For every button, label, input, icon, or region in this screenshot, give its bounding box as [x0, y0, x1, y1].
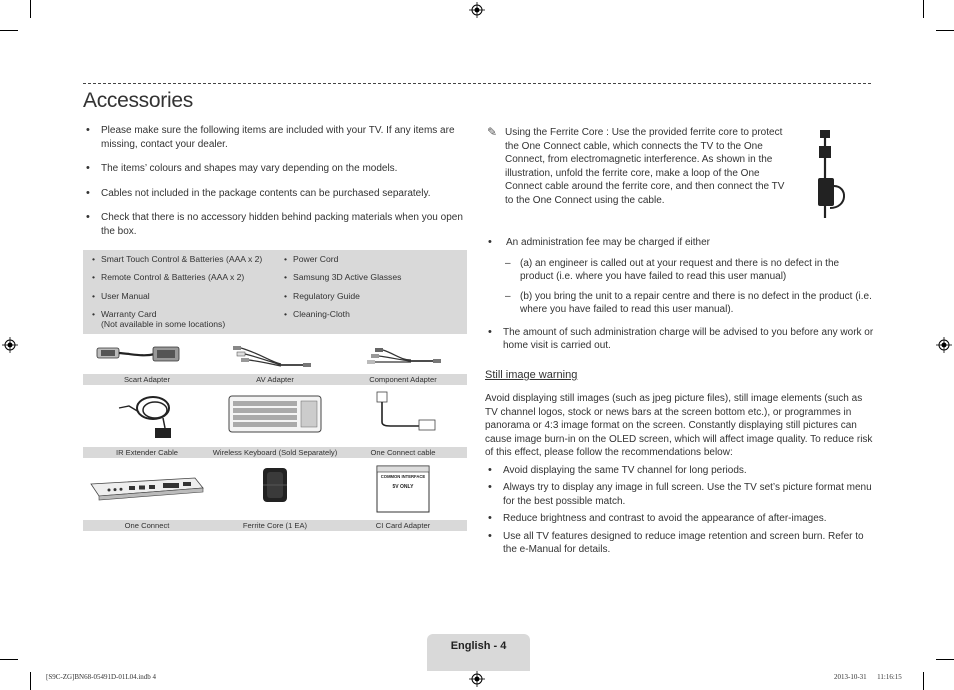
one-connect-cable-icon — [339, 388, 467, 448]
list-item: • Regulatory Guide — [281, 291, 461, 301]
list-item-label: Warranty Card — [101, 308, 157, 319]
page-number: English - 4 — [450, 640, 507, 652]
registration-mark-icon — [469, 2, 485, 18]
accessory-label: Scart Adapter — [123, 375, 170, 384]
list-item: • Check that there is no accessory hidden behind packing materials when you open the box. — [83, 211, 467, 238]
sub-list-text: (a) an engineer is called out at your request and there is no defect in the product (i.e. where you have failed to read this user manual) — [520, 257, 840, 282]
admin-fee-section — [485, 236, 875, 353]
sub-list-item — [485, 257, 875, 284]
ci-card-adapter-icon — [339, 462, 467, 522]
crop-mark — [30, 0, 31, 18]
accessory-grid — [83, 340, 467, 530]
list-item: • Samsung 3D Active Glasses — [281, 272, 461, 282]
package-contents-col2 — [281, 254, 461, 327]
registration-mark-icon — [469, 671, 485, 687]
ferrite-core-note — [485, 126, 790, 207]
package-contents-box — [83, 250, 467, 334]
ci-card-text-line1: COMMON INTERFACE — [380, 474, 426, 479]
page-number-tab — [427, 634, 530, 671]
list-item: • Use all TV features designed to reduce image retention and screen burn. Refer to the e-Manual for details. — [485, 530, 875, 557]
ferrite-note-text: Using the Ferrite Core : Use the provided ferrite core to protect the One Connect cable, which connects the TV to the One Connect, from electromagnetic interference. As shown in the illustration, unfold the ferrite core, make a loop of the One Connect cable around the ferrite core, and then connect the TV to the One Connect using the cable. — [505, 127, 785, 206]
package-contents-col1 — [89, 254, 279, 329]
list-item: • Reduce brightness and contrast to avoid the appearance of after-images. — [485, 512, 875, 526]
accessory-label: Component Adapter — [369, 375, 437, 384]
still-image-paragraph: Avoid displaying still images (such as jpeg picture files), still image elements (such as TV channel logos, stock or news bars at the screen bottom etc.), or programmes in panorama or 4:3 image format on the screen. Constantly displaying still pictures can cause image burn-in on the OLED screen, which will affect image quality. To reduce risk of this effect, please follow the recommendations below: — [485, 393, 873, 458]
list-item: • Smart Touch Control & Batteries (AAA x 2) — [89, 254, 279, 264]
ferrite-core-icon — [211, 462, 339, 522]
section-heading: Still image warning — [485, 369, 578, 381]
list-item: • The items’ colours and shapes may vary depending on the models. — [83, 162, 467, 176]
list-item-note: (Not available in some locations) — [101, 318, 226, 329]
list-item: • User Manual — [89, 291, 279, 301]
print-slug-file: [S9C-ZG]BN68-05491D-01L04.indb 4 — [46, 673, 157, 681]
list-item: • Always try to display any image in full screen. Use the TV set’s picture format menu for the best possible match. — [485, 481, 875, 508]
pencil-note-icon: ✎ — [487, 125, 498, 139]
page-title: Accessories — [83, 89, 193, 112]
list-item: • Please make sure the following items are included with your TV. If any items are missing, contact your dealer. — [83, 124, 467, 151]
crop-mark — [30, 672, 31, 690]
dash-marker: – — [505, 290, 511, 302]
sub-list-item — [485, 290, 875, 317]
accessory-label: IR Extender Cable — [115, 448, 179, 457]
accessory-label: One Connect cable — [370, 448, 436, 457]
list-item: • Cleaning-Cloth — [281, 309, 461, 319]
list-item: • Cables not included in the package contents can be purchased separately. — [83, 187, 467, 201]
ci-card-text-line2: 5V ONLY — [392, 484, 414, 490]
list-item: • Avoid displaying the same TV channel for long periods. — [485, 464, 875, 478]
one-connect-box-icon — [83, 462, 211, 522]
crop-mark — [0, 30, 18, 31]
crop-mark — [936, 30, 954, 31]
accessory-row — [83, 462, 467, 534]
crop-mark — [923, 672, 924, 690]
intro-bullet-list — [83, 124, 467, 249]
still-image-section — [485, 369, 875, 557]
crop-mark — [0, 659, 18, 660]
accessory-label: AV Adapter — [256, 375, 294, 384]
dash-marker: – — [505, 257, 511, 269]
accessory-label: Wireless Keyboard (Sold Separately) — [212, 448, 338, 457]
accessory-label: One Connect — [124, 521, 170, 530]
accessory-row — [83, 388, 467, 460]
crop-mark — [936, 659, 954, 660]
ferrite-loop-illustration-icon — [808, 128, 848, 220]
print-slug-timestamp: 2013-10-31 11:16:15 — [834, 673, 902, 681]
keyboard-icon — [211, 388, 339, 448]
accessory-label: CI Card Adapter — [375, 521, 431, 530]
list-item: • The amount of such administration charge will be advised to you before any work or home visit is carried out. — [485, 326, 875, 353]
ir-extender-cable-icon — [83, 388, 211, 448]
list-item: • Remote Control & Batteries (AAA x 2) — [89, 272, 279, 282]
list-item: • An administration fee may be charged if either — [485, 236, 875, 250]
crop-mark — [923, 0, 924, 18]
list-item — [89, 309, 279, 329]
registration-mark-icon — [2, 337, 18, 353]
sub-list-text: (b) you bring the unit to a repair centre and there is no defect in the product (i.e. where you have failed to read this user manual). — [520, 290, 872, 315]
accessory-label: Ferrite Core (1 EA) — [242, 521, 308, 530]
section-divider — [83, 83, 871, 84]
list-item: • Power Cord — [281, 254, 461, 264]
registration-mark-icon — [936, 337, 952, 353]
